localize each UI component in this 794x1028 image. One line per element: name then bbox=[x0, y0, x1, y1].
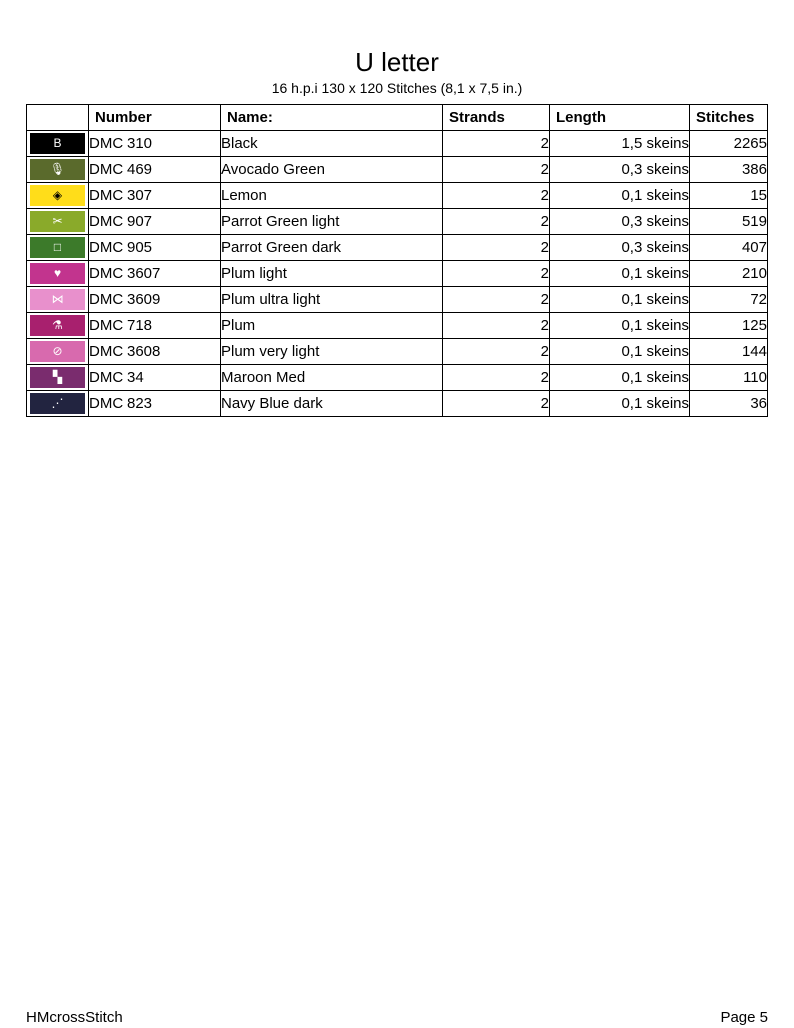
footer-page-number: Page 5 bbox=[720, 1009, 768, 1026]
thread-number bbox=[89, 208, 221, 234]
strands-value: 2 bbox=[443, 182, 550, 208]
thread-code: 718 bbox=[127, 316, 153, 334]
strands-value: 2 bbox=[443, 156, 550, 182]
heart-icon: ♥ bbox=[30, 263, 85, 284]
diamond-dot-icon: ◈ bbox=[30, 185, 85, 206]
table-row bbox=[27, 156, 768, 182]
steps-icon: ▚ bbox=[30, 367, 85, 388]
thread-name: Plum very light bbox=[221, 338, 443, 364]
thread-code: 307 bbox=[127, 186, 153, 204]
footer-brand: HMcrossStitch bbox=[26, 1009, 123, 1026]
header-number: Number bbox=[89, 105, 221, 131]
stitches-value: 144 bbox=[690, 338, 768, 364]
stitches-value: 36 bbox=[690, 390, 768, 416]
table-header-row bbox=[27, 105, 768, 131]
length-value: 0,1 skeins bbox=[550, 182, 690, 208]
table-row bbox=[27, 390, 768, 416]
thread-number bbox=[89, 390, 221, 416]
thread-brand: DMC bbox=[89, 160, 124, 178]
thread-key-table bbox=[26, 104, 768, 417]
stitches-value: 125 bbox=[690, 312, 768, 338]
thread-number bbox=[89, 234, 221, 260]
scissors-icon: ✂ bbox=[30, 211, 85, 232]
swatch-cell bbox=[27, 208, 89, 234]
swatch-cell bbox=[27, 156, 89, 182]
strands-value: 2 bbox=[443, 364, 550, 390]
thread-name: Lemon bbox=[221, 182, 443, 208]
table-row bbox=[27, 338, 768, 364]
stitches-value: 15 bbox=[690, 182, 768, 208]
table-row bbox=[27, 286, 768, 312]
thread-name: Avocado Green bbox=[221, 156, 443, 182]
thread-code: 905 bbox=[127, 238, 153, 256]
page-title: U letter bbox=[355, 47, 439, 77]
thread-name: Plum bbox=[221, 312, 443, 338]
strands-value: 2 bbox=[443, 338, 550, 364]
table-row bbox=[27, 260, 768, 286]
thread-brand: DMC bbox=[89, 238, 124, 256]
stitches-value: 110 bbox=[690, 364, 768, 390]
thread-code: 469 bbox=[127, 160, 153, 178]
thread-number bbox=[89, 286, 221, 312]
thread-number bbox=[89, 130, 221, 156]
swatch-cell bbox=[27, 312, 89, 338]
strands-value: 2 bbox=[443, 234, 550, 260]
table-row bbox=[27, 234, 768, 260]
length-value: 0,1 skeins bbox=[550, 338, 690, 364]
stitches-value: 407 bbox=[690, 234, 768, 260]
diagonal-dots-icon: ⋰ bbox=[30, 393, 85, 414]
strands-value: 2 bbox=[443, 390, 550, 416]
table-body bbox=[27, 130, 768, 416]
table-row bbox=[27, 182, 768, 208]
stitches-value: 210 bbox=[690, 260, 768, 286]
letter-b: B bbox=[30, 133, 85, 154]
thread-code: 3609 bbox=[127, 290, 161, 308]
thread-name: Parrot Green light bbox=[221, 208, 443, 234]
swatch-cell bbox=[27, 286, 89, 312]
swatch-cell bbox=[27, 260, 89, 286]
thread-number bbox=[89, 156, 221, 182]
length-value: 0,3 skeins bbox=[550, 208, 690, 234]
length-value: 0,1 skeins bbox=[550, 312, 690, 338]
thread-number bbox=[89, 338, 221, 364]
thread-code: 823 bbox=[127, 394, 153, 412]
swatch-cell bbox=[27, 130, 89, 156]
swatch-cell bbox=[27, 390, 89, 416]
no-sign-icon: ⊘ bbox=[30, 341, 85, 362]
length-value: 0,3 skeins bbox=[550, 156, 690, 182]
thread-name: Navy Blue dark bbox=[221, 390, 443, 416]
strands-value: 2 bbox=[443, 208, 550, 234]
person-icon: ⚗ bbox=[30, 315, 85, 336]
thread-brand: DMC bbox=[89, 342, 124, 360]
swatch-cell bbox=[27, 234, 89, 260]
swatch-cell bbox=[27, 364, 89, 390]
strands-value: 2 bbox=[443, 130, 550, 156]
thread-number bbox=[89, 260, 221, 286]
strands-value: 2 bbox=[443, 260, 550, 286]
thread-number bbox=[89, 312, 221, 338]
thread-name: Black bbox=[221, 130, 443, 156]
swatch-cell bbox=[27, 182, 89, 208]
thread-name: Parrot Green dark bbox=[221, 234, 443, 260]
thread-brand: DMC bbox=[89, 394, 124, 412]
thread-number bbox=[89, 364, 221, 390]
thread-code: 907 bbox=[127, 212, 153, 230]
thread-name: Plum light bbox=[221, 260, 443, 286]
thread-code: 3608 bbox=[127, 342, 161, 360]
stitches-value: 72 bbox=[690, 286, 768, 312]
thread-code: 34 bbox=[127, 368, 144, 386]
thread-brand: DMC bbox=[89, 264, 124, 282]
table-row bbox=[27, 312, 768, 338]
thread-name: Plum ultra light bbox=[221, 286, 443, 312]
length-value: 1,5 skeins bbox=[550, 130, 690, 156]
thread-brand: DMC bbox=[89, 316, 124, 334]
table-row bbox=[27, 130, 768, 156]
header-symbol bbox=[27, 105, 89, 131]
length-value: 0,1 skeins bbox=[550, 364, 690, 390]
thread-brand: DMC bbox=[89, 368, 124, 386]
length-value: 0,1 skeins bbox=[550, 286, 690, 312]
header-length: Length bbox=[550, 105, 690, 131]
length-value: 0,1 skeins bbox=[550, 260, 690, 286]
thread-code: 310 bbox=[127, 134, 153, 152]
header-strands: Strands bbox=[443, 105, 550, 131]
thread-name: Maroon Med bbox=[221, 364, 443, 390]
length-value: 0,3 skeins bbox=[550, 234, 690, 260]
thread-brand: DMC bbox=[89, 134, 124, 152]
header-stitches: Stitches bbox=[690, 105, 768, 131]
page-subtitle: 16 h.p.i 130 x 120 Stitches (8,1 x 7,5 in.) bbox=[271, 80, 523, 96]
thread-code: 3607 bbox=[127, 264, 161, 282]
strands-value: 2 bbox=[443, 286, 550, 312]
thread-brand: DMC bbox=[89, 212, 124, 230]
stitches-value: 519 bbox=[690, 208, 768, 234]
bowtie-icon: ⋈ bbox=[30, 289, 85, 310]
swatch-cell bbox=[27, 338, 89, 364]
thread-brand: DMC bbox=[89, 186, 124, 204]
stitches-value: 2265 bbox=[690, 130, 768, 156]
length-value: 0,1 skeins bbox=[550, 390, 690, 416]
strands-value: 2 bbox=[443, 312, 550, 338]
square-outline-icon: □ bbox=[30, 237, 85, 258]
stitches-value: 386 bbox=[690, 156, 768, 182]
thread-number bbox=[89, 182, 221, 208]
thread-brand: DMC bbox=[89, 290, 124, 308]
header-name: Name: bbox=[221, 105, 443, 131]
microphone-icon: 🎙 bbox=[30, 159, 85, 180]
table-row bbox=[27, 208, 768, 234]
table-row bbox=[27, 364, 768, 390]
